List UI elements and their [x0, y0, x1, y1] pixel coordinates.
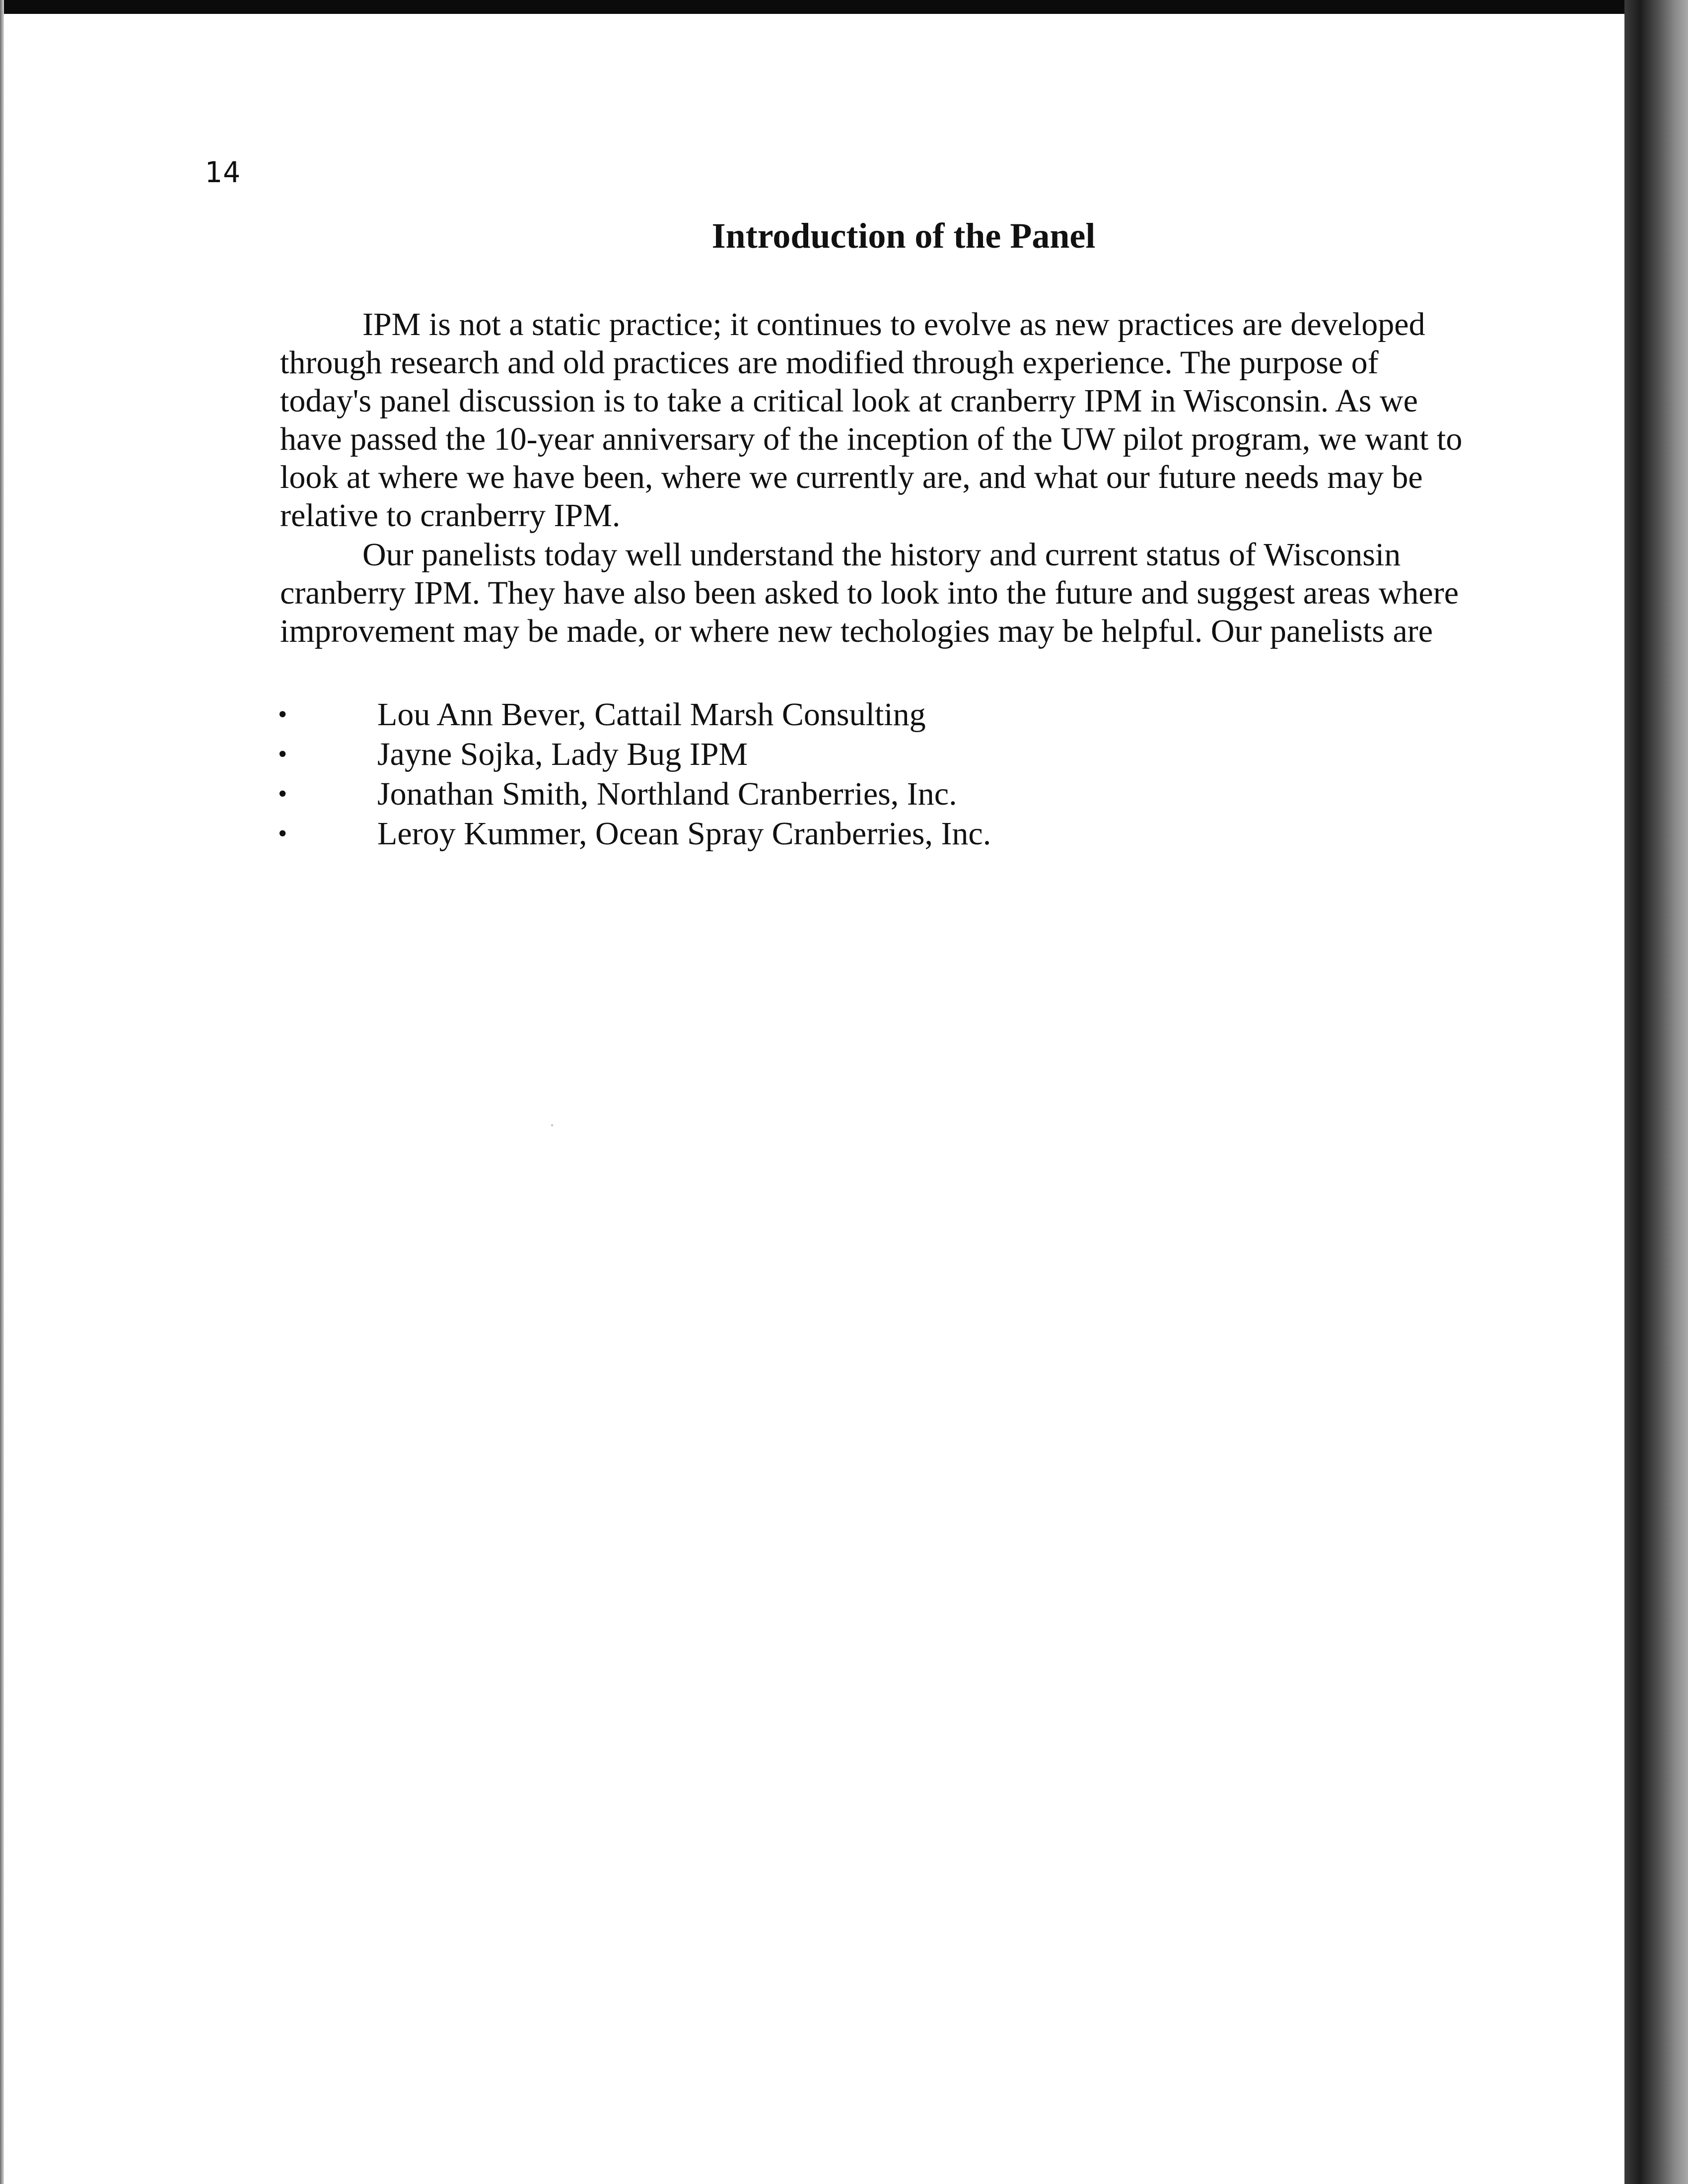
- text-line: cranberry IPM. They have also been asked to look into the future and suggest areas where: [280, 575, 1459, 611]
- list-item: [278, 814, 1271, 854]
- text-line: Our panelists today well understand the history and current status of Wisconsin: [362, 537, 1401, 573]
- list-item: [278, 695, 1271, 735]
- panelist-name: Jonathan Smith, Northland Cranberries, Inc.: [377, 776, 957, 812]
- scan-right-border: [1624, 0, 1688, 2184]
- list-item: [278, 735, 1271, 774]
- page-title: Introduction of the Panel: [711, 216, 1096, 256]
- bullet: •: [278, 780, 287, 808]
- scan-speck: [551, 1124, 553, 1126]
- scan-left-border: [0, 0, 4, 2184]
- paragraph-intro: [280, 305, 1491, 535]
- panelist-list: [278, 695, 1271, 854]
- text-line: today's panel discussion is to take a critical look at cranberry IPM in Wisconsin. As we: [280, 383, 1418, 419]
- bullet: •: [278, 700, 287, 729]
- page-number: 14: [205, 155, 241, 189]
- bullet: •: [278, 819, 287, 848]
- scan-top-border: [0, 0, 1688, 14]
- text-line: have passed the 10-year anniversary of the inception of the UW pilot program, we want to: [280, 421, 1463, 457]
- text-line: relative to cranberry IPM.: [280, 497, 621, 534]
- paragraph-panelists: [280, 536, 1491, 650]
- panelist-name: Jayne Sojka, Lady Bug IPM: [377, 736, 748, 772]
- text-line: IPM is not a static practice; it continues to evolve as new practices are developed: [362, 306, 1425, 342]
- text-line: look at where we have been, where we currently are, and what our future needs may be: [280, 459, 1423, 495]
- text-line: improvement may be made, or where new techologies may be helpful. Our panelists are: [280, 613, 1433, 649]
- text-line: through research and old practices are modified through experience. The purpose of: [280, 344, 1379, 381]
- panelist-name: Lou Ann Bever, Cattail Marsh Consulting: [377, 696, 926, 733]
- panelist-name: Leroy Kummer, Ocean Spray Cranberries, Inc.: [377, 816, 991, 852]
- bullet: •: [278, 740, 287, 768]
- list-item: [278, 774, 1271, 814]
- body-text: [280, 305, 1491, 650]
